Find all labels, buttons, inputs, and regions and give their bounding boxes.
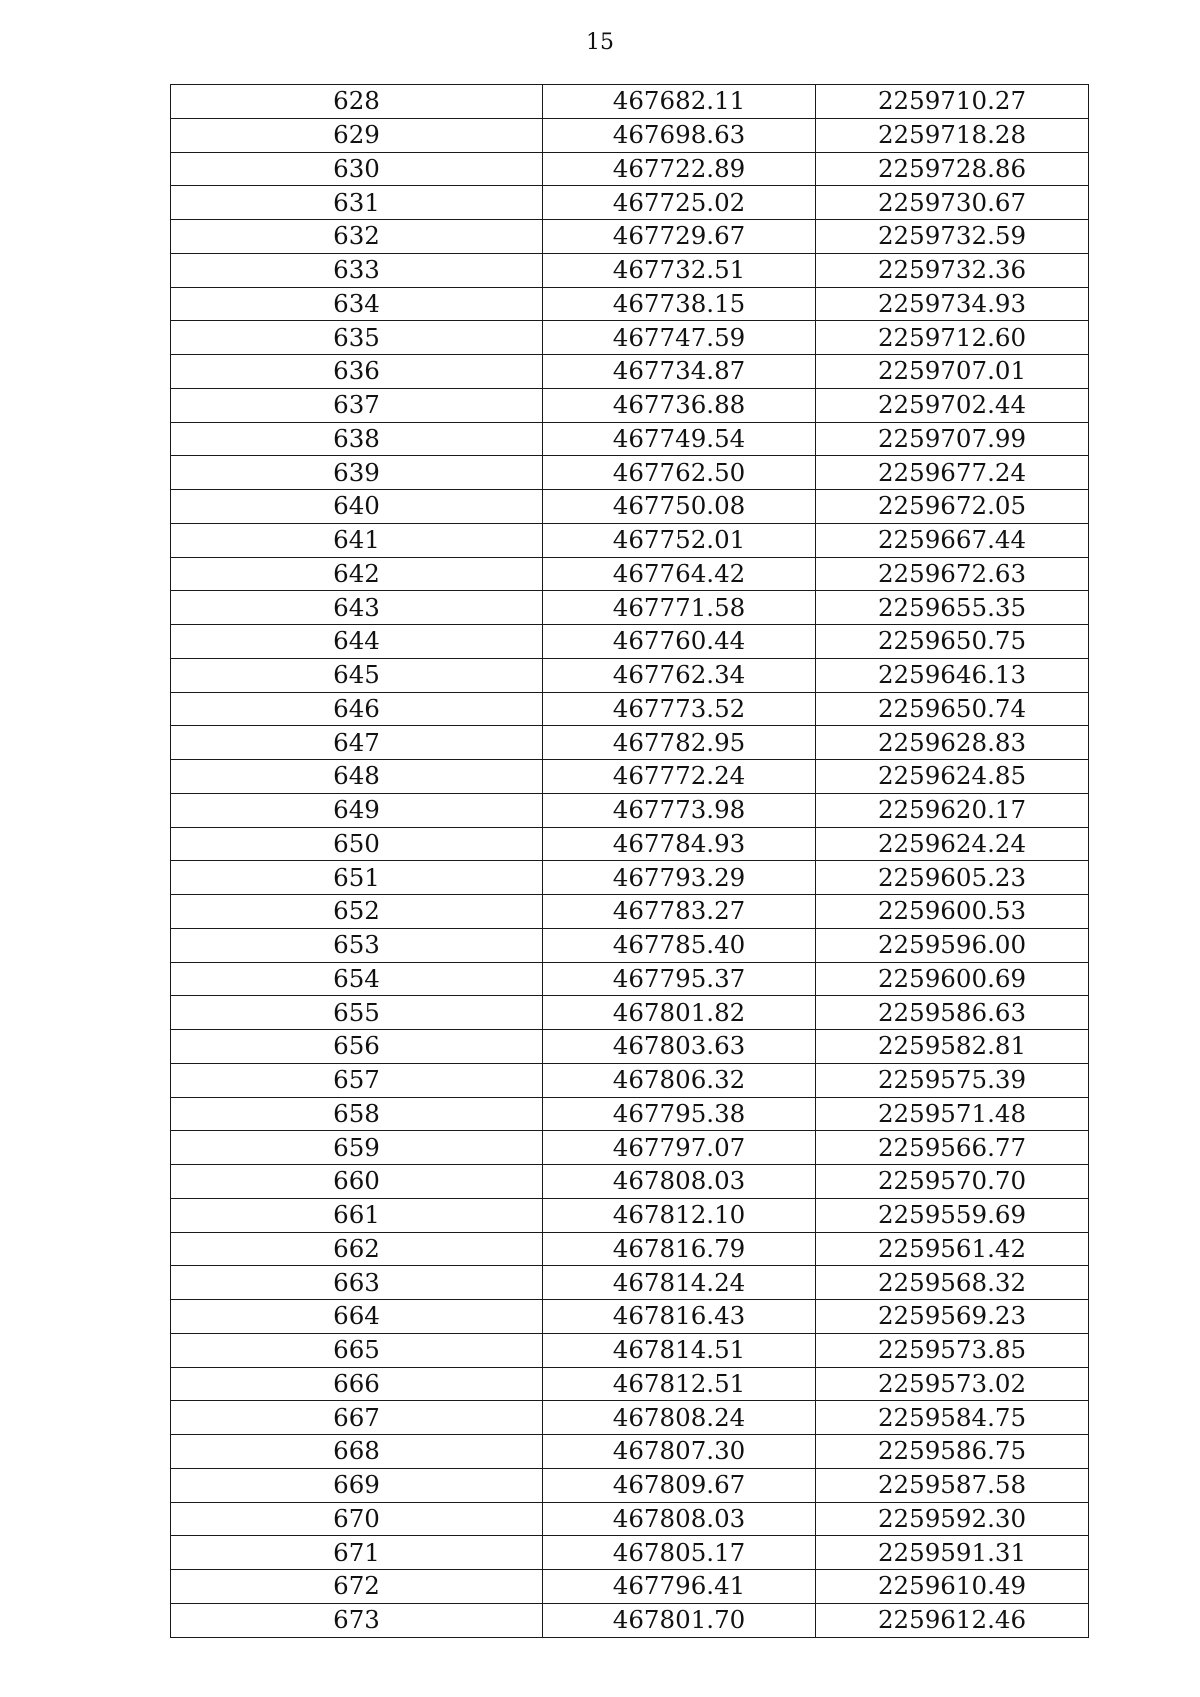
y-coordinate-cell: 2259573.85 xyxy=(816,1333,1089,1367)
point-number-cell: 657 xyxy=(171,1063,543,1097)
y-coordinate-cell: 2259591.31 xyxy=(816,1536,1089,1570)
table-row xyxy=(171,1198,1089,1232)
point-number-cell: 641 xyxy=(171,523,543,557)
x-coordinate-cell: 467732.51 xyxy=(543,253,816,287)
x-coordinate-cell: 467752.01 xyxy=(543,523,816,557)
y-coordinate-cell: 2259702.44 xyxy=(816,388,1089,422)
point-number-cell: 655 xyxy=(171,996,543,1030)
page-number: 15 xyxy=(586,30,614,55)
table-row xyxy=(171,928,1089,962)
y-coordinate-cell: 2259655.35 xyxy=(816,591,1089,625)
point-number-cell: 665 xyxy=(171,1333,543,1367)
point-number-cell: 629 xyxy=(171,118,543,152)
point-number-cell: 669 xyxy=(171,1468,543,1502)
x-coordinate-cell: 467750.08 xyxy=(543,490,816,524)
table-row xyxy=(171,726,1089,760)
table-row xyxy=(171,388,1089,422)
x-coordinate-cell: 467729.67 xyxy=(543,220,816,254)
y-coordinate-cell: 2259586.75 xyxy=(816,1435,1089,1469)
y-coordinate-cell: 2259566.77 xyxy=(816,1131,1089,1165)
point-number-cell: 661 xyxy=(171,1198,543,1232)
x-coordinate-cell: 467801.82 xyxy=(543,996,816,1030)
x-coordinate-cell: 467773.52 xyxy=(543,692,816,726)
y-coordinate-cell: 2259624.85 xyxy=(816,760,1089,794)
table-row xyxy=(171,692,1089,726)
point-number-cell: 642 xyxy=(171,557,543,591)
table-row xyxy=(171,1401,1089,1435)
table-row xyxy=(171,490,1089,524)
table-row xyxy=(171,85,1089,119)
y-coordinate-cell: 2259600.69 xyxy=(816,962,1089,996)
x-coordinate-cell: 467803.63 xyxy=(543,1030,816,1064)
x-coordinate-cell: 467749.54 xyxy=(543,422,816,456)
table-row xyxy=(171,962,1089,996)
point-number-cell: 652 xyxy=(171,895,543,929)
point-number-cell: 645 xyxy=(171,658,543,692)
point-number-cell: 663 xyxy=(171,1266,543,1300)
table-row xyxy=(171,1536,1089,1570)
table-row xyxy=(171,625,1089,659)
point-number-cell: 656 xyxy=(171,1030,543,1064)
coordinates-table xyxy=(170,84,1089,1638)
point-number-cell: 673 xyxy=(171,1603,543,1637)
point-number-cell: 671 xyxy=(171,1536,543,1570)
y-coordinate-cell: 2259596.00 xyxy=(816,928,1089,962)
point-number-cell: 639 xyxy=(171,456,543,490)
y-coordinate-cell: 2259610.49 xyxy=(816,1570,1089,1604)
point-number-cell: 666 xyxy=(171,1367,543,1401)
y-coordinate-cell: 2259569.23 xyxy=(816,1300,1089,1334)
point-number-cell: 638 xyxy=(171,422,543,456)
y-coordinate-cell: 2259559.69 xyxy=(816,1198,1089,1232)
y-coordinate-cell: 2259620.17 xyxy=(816,793,1089,827)
x-coordinate-cell: 467816.43 xyxy=(543,1300,816,1334)
point-number-cell: 630 xyxy=(171,152,543,186)
y-coordinate-cell: 2259707.99 xyxy=(816,422,1089,456)
table-row xyxy=(171,1030,1089,1064)
y-coordinate-cell: 2259587.58 xyxy=(816,1468,1089,1502)
x-coordinate-cell: 467808.03 xyxy=(543,1165,816,1199)
table-row xyxy=(171,287,1089,321)
table-row xyxy=(171,861,1089,895)
point-number-cell: 628 xyxy=(171,85,543,119)
x-coordinate-cell: 467796.41 xyxy=(543,1570,816,1604)
x-coordinate-cell: 467808.03 xyxy=(543,1502,816,1536)
x-coordinate-cell: 467725.02 xyxy=(543,186,816,220)
point-number-cell: 649 xyxy=(171,793,543,827)
table-row xyxy=(171,253,1089,287)
x-coordinate-cell: 467773.98 xyxy=(543,793,816,827)
table-row xyxy=(171,895,1089,929)
point-number-cell: 636 xyxy=(171,355,543,389)
y-coordinate-cell: 2259732.59 xyxy=(816,220,1089,254)
point-number-cell: 633 xyxy=(171,253,543,287)
point-number-cell: 647 xyxy=(171,726,543,760)
table-row xyxy=(171,658,1089,692)
point-number-cell: 634 xyxy=(171,287,543,321)
x-coordinate-cell: 467698.63 xyxy=(543,118,816,152)
point-number-cell: 635 xyxy=(171,321,543,355)
table-row xyxy=(171,557,1089,591)
y-coordinate-cell: 2259712.60 xyxy=(816,321,1089,355)
x-coordinate-cell: 467814.24 xyxy=(543,1266,816,1300)
y-coordinate-cell: 2259592.30 xyxy=(816,1502,1089,1536)
y-coordinate-cell: 2259672.63 xyxy=(816,557,1089,591)
x-coordinate-cell: 467762.34 xyxy=(543,658,816,692)
point-number-cell: 654 xyxy=(171,962,543,996)
x-coordinate-cell: 467772.24 xyxy=(543,760,816,794)
y-coordinate-cell: 2259677.24 xyxy=(816,456,1089,490)
y-coordinate-cell: 2259570.70 xyxy=(816,1165,1089,1199)
y-coordinate-cell: 2259667.44 xyxy=(816,523,1089,557)
table-body xyxy=(171,85,1089,1638)
x-coordinate-cell: 467771.58 xyxy=(543,591,816,625)
y-coordinate-cell: 2259584.75 xyxy=(816,1401,1089,1435)
table-row xyxy=(171,220,1089,254)
x-coordinate-cell: 467682.11 xyxy=(543,85,816,119)
x-coordinate-cell: 467805.17 xyxy=(543,1536,816,1570)
point-number-cell: 640 xyxy=(171,490,543,524)
point-number-cell: 667 xyxy=(171,1401,543,1435)
x-coordinate-cell: 467795.37 xyxy=(543,962,816,996)
y-coordinate-cell: 2259646.13 xyxy=(816,658,1089,692)
table-row xyxy=(171,523,1089,557)
x-coordinate-cell: 467782.95 xyxy=(543,726,816,760)
y-coordinate-cell: 2259650.74 xyxy=(816,692,1089,726)
y-coordinate-cell: 2259730.67 xyxy=(816,186,1089,220)
y-coordinate-cell: 2259628.83 xyxy=(816,726,1089,760)
point-number-cell: 637 xyxy=(171,388,543,422)
x-coordinate-cell: 467806.32 xyxy=(543,1063,816,1097)
y-coordinate-cell: 2259624.24 xyxy=(816,827,1089,861)
x-coordinate-cell: 467809.67 xyxy=(543,1468,816,1502)
point-number-cell: 662 xyxy=(171,1232,543,1266)
table-row xyxy=(171,1603,1089,1637)
point-number-cell: 660 xyxy=(171,1165,543,1199)
x-coordinate-cell: 467797.07 xyxy=(543,1131,816,1165)
table-row xyxy=(171,1333,1089,1367)
x-coordinate-cell: 467816.79 xyxy=(543,1232,816,1266)
x-coordinate-cell: 467764.42 xyxy=(543,557,816,591)
x-coordinate-cell: 467795.38 xyxy=(543,1097,816,1131)
y-coordinate-cell: 2259707.01 xyxy=(816,355,1089,389)
point-number-cell: 664 xyxy=(171,1300,543,1334)
y-coordinate-cell: 2259734.93 xyxy=(816,287,1089,321)
table-row xyxy=(171,1131,1089,1165)
x-coordinate-cell: 467738.15 xyxy=(543,287,816,321)
table-row xyxy=(171,760,1089,794)
x-coordinate-cell: 467808.24 xyxy=(543,1401,816,1435)
x-coordinate-cell: 467783.27 xyxy=(543,895,816,929)
point-number-cell: 632 xyxy=(171,220,543,254)
point-number-cell: 644 xyxy=(171,625,543,659)
x-coordinate-cell: 467760.44 xyxy=(543,625,816,659)
y-coordinate-cell: 2259728.86 xyxy=(816,152,1089,186)
x-coordinate-cell: 467736.88 xyxy=(543,388,816,422)
y-coordinate-cell: 2259586.63 xyxy=(816,996,1089,1030)
point-number-cell: 670 xyxy=(171,1502,543,1536)
point-number-cell: 658 xyxy=(171,1097,543,1131)
y-coordinate-cell: 2259672.05 xyxy=(816,490,1089,524)
table-row xyxy=(171,1266,1089,1300)
table-row xyxy=(171,1300,1089,1334)
table-row xyxy=(171,1232,1089,1266)
point-number-cell: 650 xyxy=(171,827,543,861)
y-coordinate-cell: 2259575.39 xyxy=(816,1063,1089,1097)
point-number-cell: 646 xyxy=(171,692,543,726)
table-row xyxy=(171,591,1089,625)
y-coordinate-cell: 2259650.75 xyxy=(816,625,1089,659)
table-row xyxy=(171,1165,1089,1199)
point-number-cell: 651 xyxy=(171,861,543,895)
x-coordinate-cell: 467807.30 xyxy=(543,1435,816,1469)
y-coordinate-cell: 2259710.27 xyxy=(816,85,1089,119)
x-coordinate-cell: 467762.50 xyxy=(543,456,816,490)
x-coordinate-cell: 467801.70 xyxy=(543,1603,816,1637)
y-coordinate-cell: 2259571.48 xyxy=(816,1097,1089,1131)
x-coordinate-cell: 467812.51 xyxy=(543,1367,816,1401)
table-row xyxy=(171,422,1089,456)
table-row xyxy=(171,996,1089,1030)
y-coordinate-cell: 2259605.23 xyxy=(816,861,1089,895)
point-number-cell: 643 xyxy=(171,591,543,625)
x-coordinate-cell: 467793.29 xyxy=(543,861,816,895)
point-number-cell: 653 xyxy=(171,928,543,962)
y-coordinate-cell: 2259732.36 xyxy=(816,253,1089,287)
y-coordinate-cell: 2259568.32 xyxy=(816,1266,1089,1300)
table-row xyxy=(171,1435,1089,1469)
table-row xyxy=(171,793,1089,827)
y-coordinate-cell: 2259612.46 xyxy=(816,1603,1089,1637)
y-coordinate-cell: 2259573.02 xyxy=(816,1367,1089,1401)
x-coordinate-cell: 467734.87 xyxy=(543,355,816,389)
table-row xyxy=(171,186,1089,220)
x-coordinate-cell: 467812.10 xyxy=(543,1198,816,1232)
x-coordinate-cell: 467747.59 xyxy=(543,321,816,355)
table-row xyxy=(171,355,1089,389)
y-coordinate-cell: 2259718.28 xyxy=(816,118,1089,152)
table-row xyxy=(171,827,1089,861)
x-coordinate-cell: 467722.89 xyxy=(543,152,816,186)
x-coordinate-cell: 467814.51 xyxy=(543,1333,816,1367)
y-coordinate-cell: 2259582.81 xyxy=(816,1030,1089,1064)
point-number-cell: 659 xyxy=(171,1131,543,1165)
point-number-cell: 648 xyxy=(171,760,543,794)
y-coordinate-cell: 2259600.53 xyxy=(816,895,1089,929)
x-coordinate-cell: 467785.40 xyxy=(543,928,816,962)
table-row xyxy=(171,1502,1089,1536)
point-number-cell: 672 xyxy=(171,1570,543,1604)
point-number-cell: 668 xyxy=(171,1435,543,1469)
table-row xyxy=(171,1468,1089,1502)
table-row xyxy=(171,1570,1089,1604)
table-row xyxy=(171,1063,1089,1097)
table-row xyxy=(171,456,1089,490)
table-row xyxy=(171,1097,1089,1131)
table-row xyxy=(171,152,1089,186)
table-row xyxy=(171,118,1089,152)
table-row xyxy=(171,1367,1089,1401)
point-number-cell: 631 xyxy=(171,186,543,220)
x-coordinate-cell: 467784.93 xyxy=(543,827,816,861)
y-coordinate-cell: 2259561.42 xyxy=(816,1232,1089,1266)
table-row xyxy=(171,321,1089,355)
